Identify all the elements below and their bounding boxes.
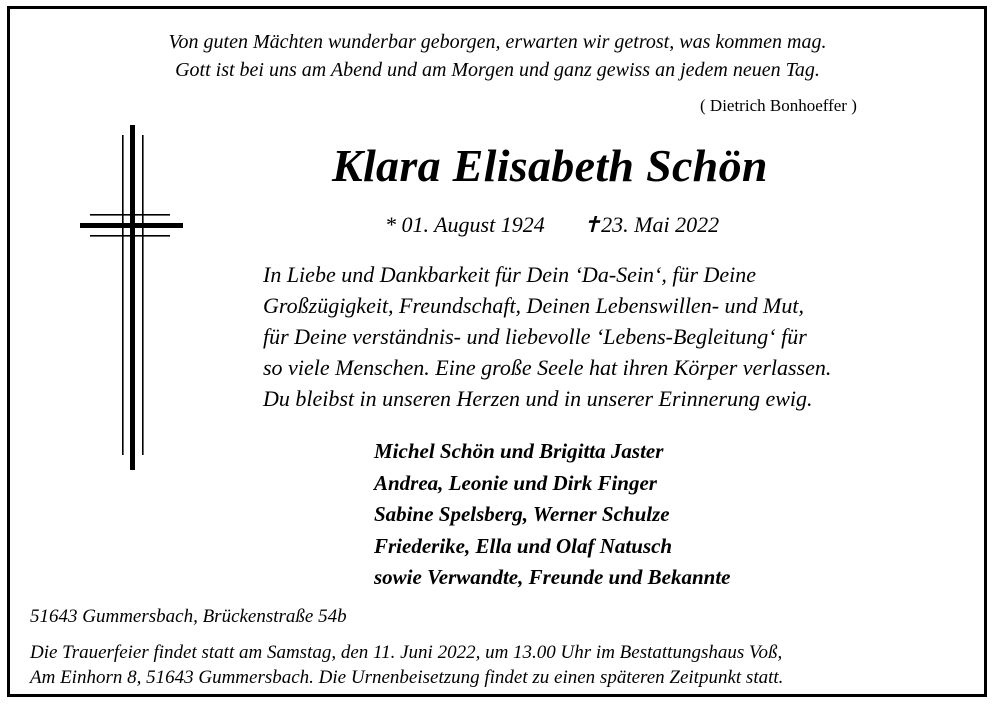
tribute-line: In Liebe und Dankbarkeit für Dein ‘Da-Sein‘, für Deine bbox=[263, 262, 757, 287]
service-info bbox=[30, 640, 783, 690]
tribute-line: so viele Menschen. Eine große Seele hat ihren Körper verlassen. bbox=[263, 355, 832, 380]
poem-attribution: ( Dietrich Bonhoeffer ) bbox=[700, 96, 857, 115]
poem-line-2: Gott ist bei uns am Abend und am Morgen und ganz gewiss an jedem neuen Tag. bbox=[175, 59, 820, 81]
service-line-2: Am Einhorn 8, 51643 Gummersbach. Die Urnenbeisetzung findet zu einen späteren Zeitpunkt statt. bbox=[30, 667, 784, 688]
tribute-line: Großzügigkeit, Freundschaft, Deinen Lebenswillen- und Mut, bbox=[263, 293, 804, 318]
mourner-line: sowie Verwandte, Freunde und Bekannte bbox=[374, 565, 731, 589]
birth-date: * 01. August 1924 bbox=[385, 212, 545, 237]
cross-icon bbox=[80, 125, 190, 470]
mourning-address: 51643 Gummersbach, Brückenstraße 54b bbox=[30, 606, 347, 627]
deceased-name: Klara Elisabeth Schön bbox=[332, 140, 768, 191]
mourner-line: Friederike, Ella und Olaf Natusch bbox=[374, 533, 673, 558]
life-dates bbox=[385, 212, 719, 238]
mourner-line: Michel Schön und Brigitta Jaster bbox=[374, 439, 664, 463]
mourners-list bbox=[374, 436, 730, 594]
tribute-text bbox=[263, 259, 831, 414]
mourner-line: Sabine Spelsberg, Werner Schulze bbox=[374, 502, 670, 526]
tribute-line: Du bleibst in unseren Herzen und in unserer Erinnerung ewig. bbox=[263, 386, 813, 411]
death-date: ✝23. Mai 2022 bbox=[582, 212, 720, 237]
service-line-1: Die Trauerfeier findet statt am Samstag, den 11. Juni 2022, um 13.00 Uhr im Bestattungshaus Voß, bbox=[30, 642, 783, 663]
tribute-line: für Deine verständnis- und liebevolle ‘Lebens-Begleitung‘ für bbox=[263, 324, 807, 349]
poem-line-1: Von guten Mächten wunderbar geborgen, erwarten wir getrost, was kommen mag. bbox=[168, 31, 827, 53]
mourner-line: Andrea, Leonie und Dirk Finger bbox=[374, 470, 657, 495]
obituary-card bbox=[7, 6, 987, 697]
